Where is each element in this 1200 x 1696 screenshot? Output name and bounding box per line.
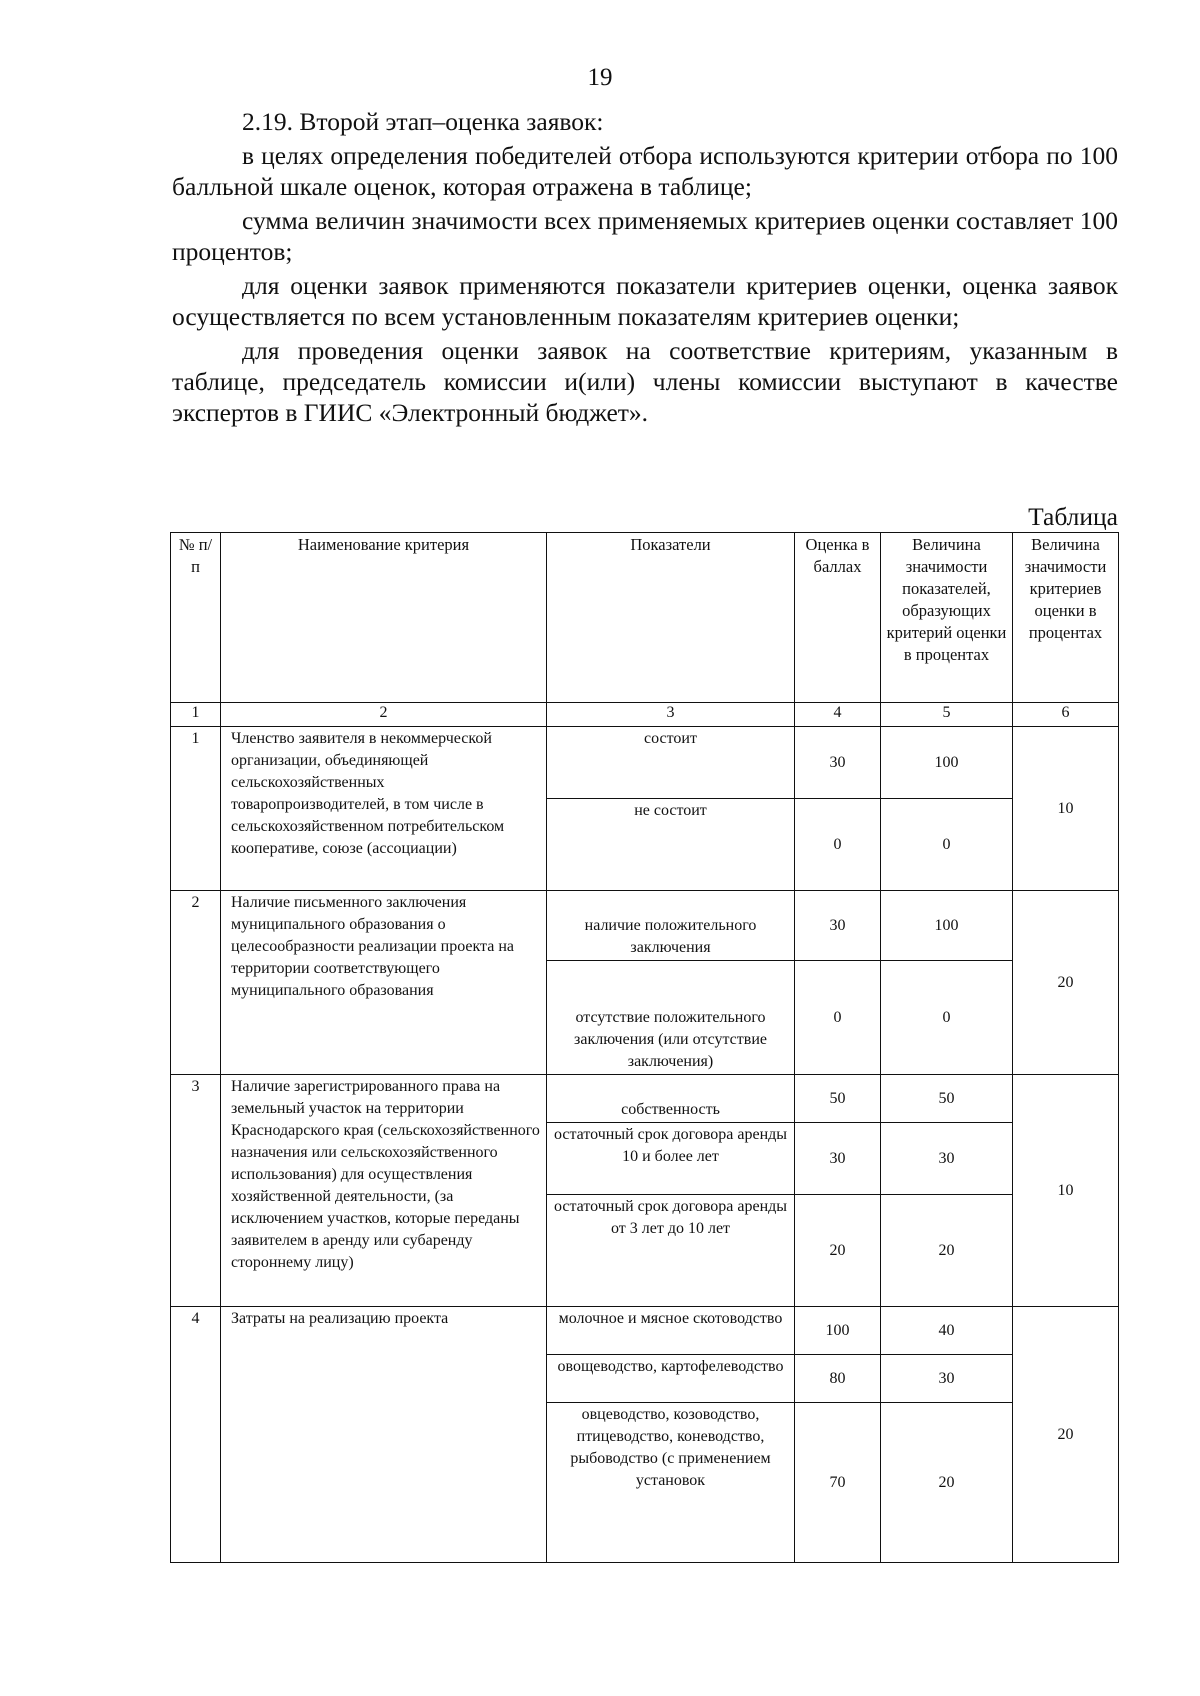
- table-row: [171, 1307, 1119, 1355]
- table-row: [171, 891, 1119, 961]
- criterion-name: Наличие зарегистрированного права на земельный участок на территории Краснодарского края (сельскохозяйственного назначения или сельскохозяйственного использования) для осуществления хозяйственной деятельности, (за исключением участков, которые переданы заявителем в аренду или субаренду стороннему лицу): [221, 1075, 547, 1307]
- page-number: 19: [587, 64, 613, 91]
- header-cell-indicator-weight: Величина значимости показателей, образующих критерий оценки в процентах: [881, 533, 1013, 703]
- criterion-weight: 10: [1013, 727, 1119, 891]
- indicator-label: остаточный срок договора аренды 10 и более лет: [547, 1123, 795, 1195]
- paragraph: для проведения оценки заявок на соответствие критериям, указанным в таблице, председатель комиссии и(или) члены комиссии выступают в качестве экспертов в ГИИС «Электронный бюджет».: [172, 336, 1118, 427]
- paragraph-heading: 2.19. Второй этап–оценка заявок:: [242, 107, 604, 136]
- indicator-weight: 100: [881, 891, 1013, 961]
- column-number: 4: [795, 703, 881, 727]
- row-num: 2: [171, 891, 221, 1075]
- indicator-weight: 20: [881, 1195, 1013, 1307]
- indicator-label: собственность: [547, 1075, 795, 1123]
- criterion-name: Наличие письменного заключения муниципального образования о целесообразности реализации проекта на территории соответствующего муниципального образования: [221, 891, 547, 1075]
- indicator-label: овцеводство, козоводство, птицеводство, коневодство, рыбоводство (с применением установок: [547, 1403, 795, 1563]
- header-cell-indicators: Показатели: [547, 533, 795, 703]
- header-cell-score: Оценка в баллах: [795, 533, 881, 703]
- indicator-label: не состоит: [547, 799, 795, 891]
- indicator-weight: 30: [881, 1123, 1013, 1195]
- indicator-score: 30: [795, 727, 881, 799]
- criterion-weight: 20: [1013, 891, 1119, 1075]
- criterion-name: Затраты на реализацию проекта: [221, 1307, 547, 1563]
- column-number: 1: [171, 703, 221, 727]
- indicator-score: 0: [795, 799, 881, 891]
- table-caption: Таблица: [1028, 502, 1118, 531]
- criterion-weight: 10: [1013, 1075, 1119, 1307]
- indicator-weight: 40: [881, 1307, 1013, 1355]
- indicator-weight: 0: [881, 961, 1013, 1075]
- header-cell-num: № п/п: [171, 533, 221, 703]
- criteria-table: [170, 532, 1119, 1563]
- indicator-weight: 0: [881, 799, 1013, 891]
- column-number-row: [171, 703, 1119, 727]
- paragraph: для оценки заявок применяются показатели критериев оценки, оценка заявок осуществляется по всем установленным показателям критериев оценки;: [172, 271, 1118, 331]
- indicator-score: 30: [795, 1123, 881, 1195]
- indicator-score: 50: [795, 1075, 881, 1123]
- indicator-score: 0: [795, 961, 881, 1075]
- table-header-row: [171, 533, 1119, 703]
- indicator-label: остаточный срок договора аренды от 3 лет до 10 лет: [547, 1195, 795, 1307]
- paragraph: в целях определения победителей отбора используются критерии отбора по 100 балльной шкале оценок, которая отражена в таблице;: [172, 141, 1118, 201]
- table-row: [171, 1075, 1119, 1123]
- indicator-score: 30: [795, 891, 881, 961]
- indicator-label: наличие положительного заключения: [547, 891, 795, 961]
- criterion-name: Членство заявителя в некоммерческой организации, объединяющей сельскохозяйственных товаропроизводителей, в том числе в сельскохозяйственном потребительском кооперативе, союзе (ассоциации): [221, 727, 547, 891]
- indicator-score: 70: [795, 1403, 881, 1563]
- header-cell-criterion: Наименование критерия: [221, 533, 547, 703]
- indicator-score: 100: [795, 1307, 881, 1355]
- indicator-weight: 100: [881, 727, 1013, 799]
- column-number: 3: [547, 703, 795, 727]
- column-number: 6: [1013, 703, 1119, 727]
- column-number: 2: [221, 703, 547, 727]
- paragraph: сумма величин значимости всех применяемых критериев оценки составляет 100 процентов;: [172, 206, 1118, 266]
- indicator-score: 20: [795, 1195, 881, 1307]
- row-num: 3: [171, 1075, 221, 1307]
- indicator-weight: 50: [881, 1075, 1013, 1123]
- indicator-label: отсутствие положительного заключения (или отсутствие заключения): [547, 961, 795, 1075]
- indicator-label: овощеводство, картофелеводство: [547, 1355, 795, 1403]
- body-text: [172, 106, 1118, 431]
- header-cell-criterion-weight: Величина значимости критериев оценки в процентах: [1013, 533, 1119, 703]
- row-num: 1: [171, 727, 221, 891]
- criterion-weight: 20: [1013, 1307, 1119, 1563]
- table-row: [171, 727, 1119, 799]
- indicator-label: состоит: [547, 727, 795, 799]
- indicator-weight: 20: [881, 1403, 1013, 1563]
- column-number: 5: [881, 703, 1013, 727]
- indicator-label: молочное и мясное скотоводство: [547, 1307, 795, 1355]
- row-num: 4: [171, 1307, 221, 1563]
- indicator-score: 80: [795, 1355, 881, 1403]
- indicator-weight: 30: [881, 1355, 1013, 1403]
